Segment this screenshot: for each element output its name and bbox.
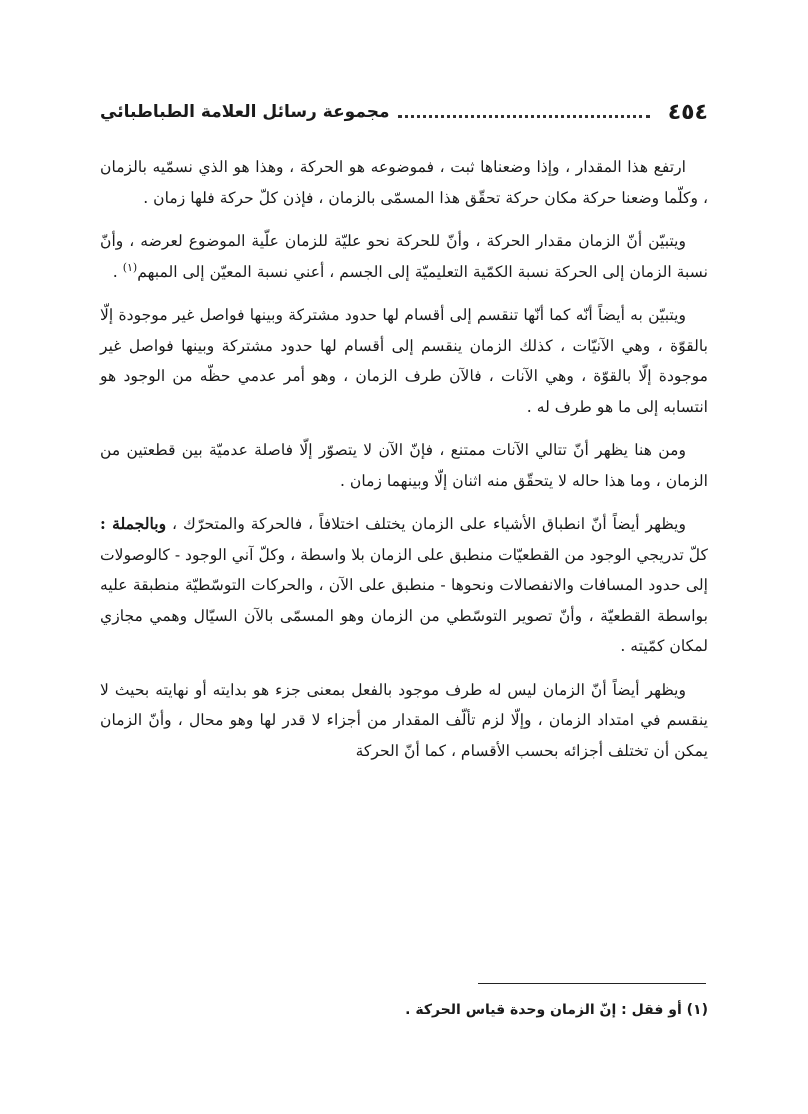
page-header bbox=[100, 92, 708, 132]
paragraph-2 bbox=[100, 226, 708, 287]
paragraph-6: ويظهر أيضاً أنّ الزمان ليس له طرف موجود بالفعل بمعنى جزء هو بدايته أو نهايته بحيث لا ينقسم في امتداد الزمان ، وإلّا لزم تألّف المقدار من أجزاء لا قدر لها وهو محال ، وأنّ الزمان يمكن أن تختلف أجزائه بحسب الأقسام ، كما أنّ الحركة bbox=[100, 680, 708, 760]
paragraph-4: ومن هنا يظهر أنّ تتالي الآنات ممتنع ، فإنّ الآن لا يتصوّر إلّا فاصلة عدميّة بين قطعتين من الزمان ، وما هذا حاله لا يتحقّق منه اثنان إلّا وبينهما زمان . bbox=[100, 441, 708, 490]
header-leader-dots bbox=[398, 115, 650, 118]
paragraph-5 bbox=[100, 509, 708, 662]
paragraph-5-start: ويظهر أيضاً أنّ انطباق الأشياء على الزمان يختلف اختلافاً ، فالحركة والمتحرّك ، bbox=[166, 515, 686, 533]
paragraph-5-rest: كلّ تدريجي الوجود من القطعيّات منطبق على الزمان بلا واسطة ، وكلّ آني الوجود - كالوصولات إلى حدود المسافات والانفصالات ونحوها - منطبق على الآن ، والحركات التوسّطيّة منطبقة عليه بواسطة القطعيّة ، وأنّ تصوير التوسّطي من الزمان وهو المسمّى بالآن السيّال وهمي مجازي لمكان كمّيته . bbox=[100, 545, 708, 655]
main-text bbox=[100, 152, 708, 779]
footnote-reference[interactable]: (١) bbox=[122, 260, 138, 274]
paragraph-5-bold: وبالجملة : bbox=[100, 514, 167, 533]
paragraph-2-end: . bbox=[112, 262, 123, 281]
paragraph-1: ارتفع هذا المقدار ، وإذا وضعناها ثبت ، فموضوعه هو الحركة ، وهذا هو الذي نسمّيه بالزمان ، وكلّما وضعنا حركة مكان حركة تحقّق هذا المسمّى بالزمان ، فإذن كلّ حركة فلها زمان . bbox=[100, 158, 708, 207]
paragraph-3: ويتبيّن به أيضاً أنّه كما أنّها تنقسم إلى أقسام لها حدود مشتركة وبينها فواصل غير موجودة إلّا بالقوّة ، وهي الآنيّات ، كذلك الزمان ينقسم إلى أقسام لها حدود مشتركة وبينها فواصل غير موجودة إلّا بالقوّة ، وهي الآنات ، فالآن طرف الزمان ، وهو أمر عدمي حظّه من الوجود هو انتسابه إلى ما هو طرف له . bbox=[100, 306, 708, 416]
footnote-separator bbox=[478, 983, 706, 984]
footnote: (١) أو فقل : إنّ الزمان وحدة قياس الحركة . bbox=[405, 1002, 708, 1018]
page-number: ٤٥٤ bbox=[667, 99, 708, 125]
paragraph-2-text: ويتبيّن أنّ الزمان مقدار الحركة ، وأنّ للحركة نحو عليّة للزمان علّية الموضوع لعرضه ، وأنّ نسبة الزمان إلى الحركة نسبة الكمّية التعليميّة إلى الجسم ، أعني نسبة المعيّن إلى المبهم bbox=[100, 232, 708, 281]
running-title: مجموعة رسائل العلامة الطباطبائي bbox=[100, 102, 390, 122]
